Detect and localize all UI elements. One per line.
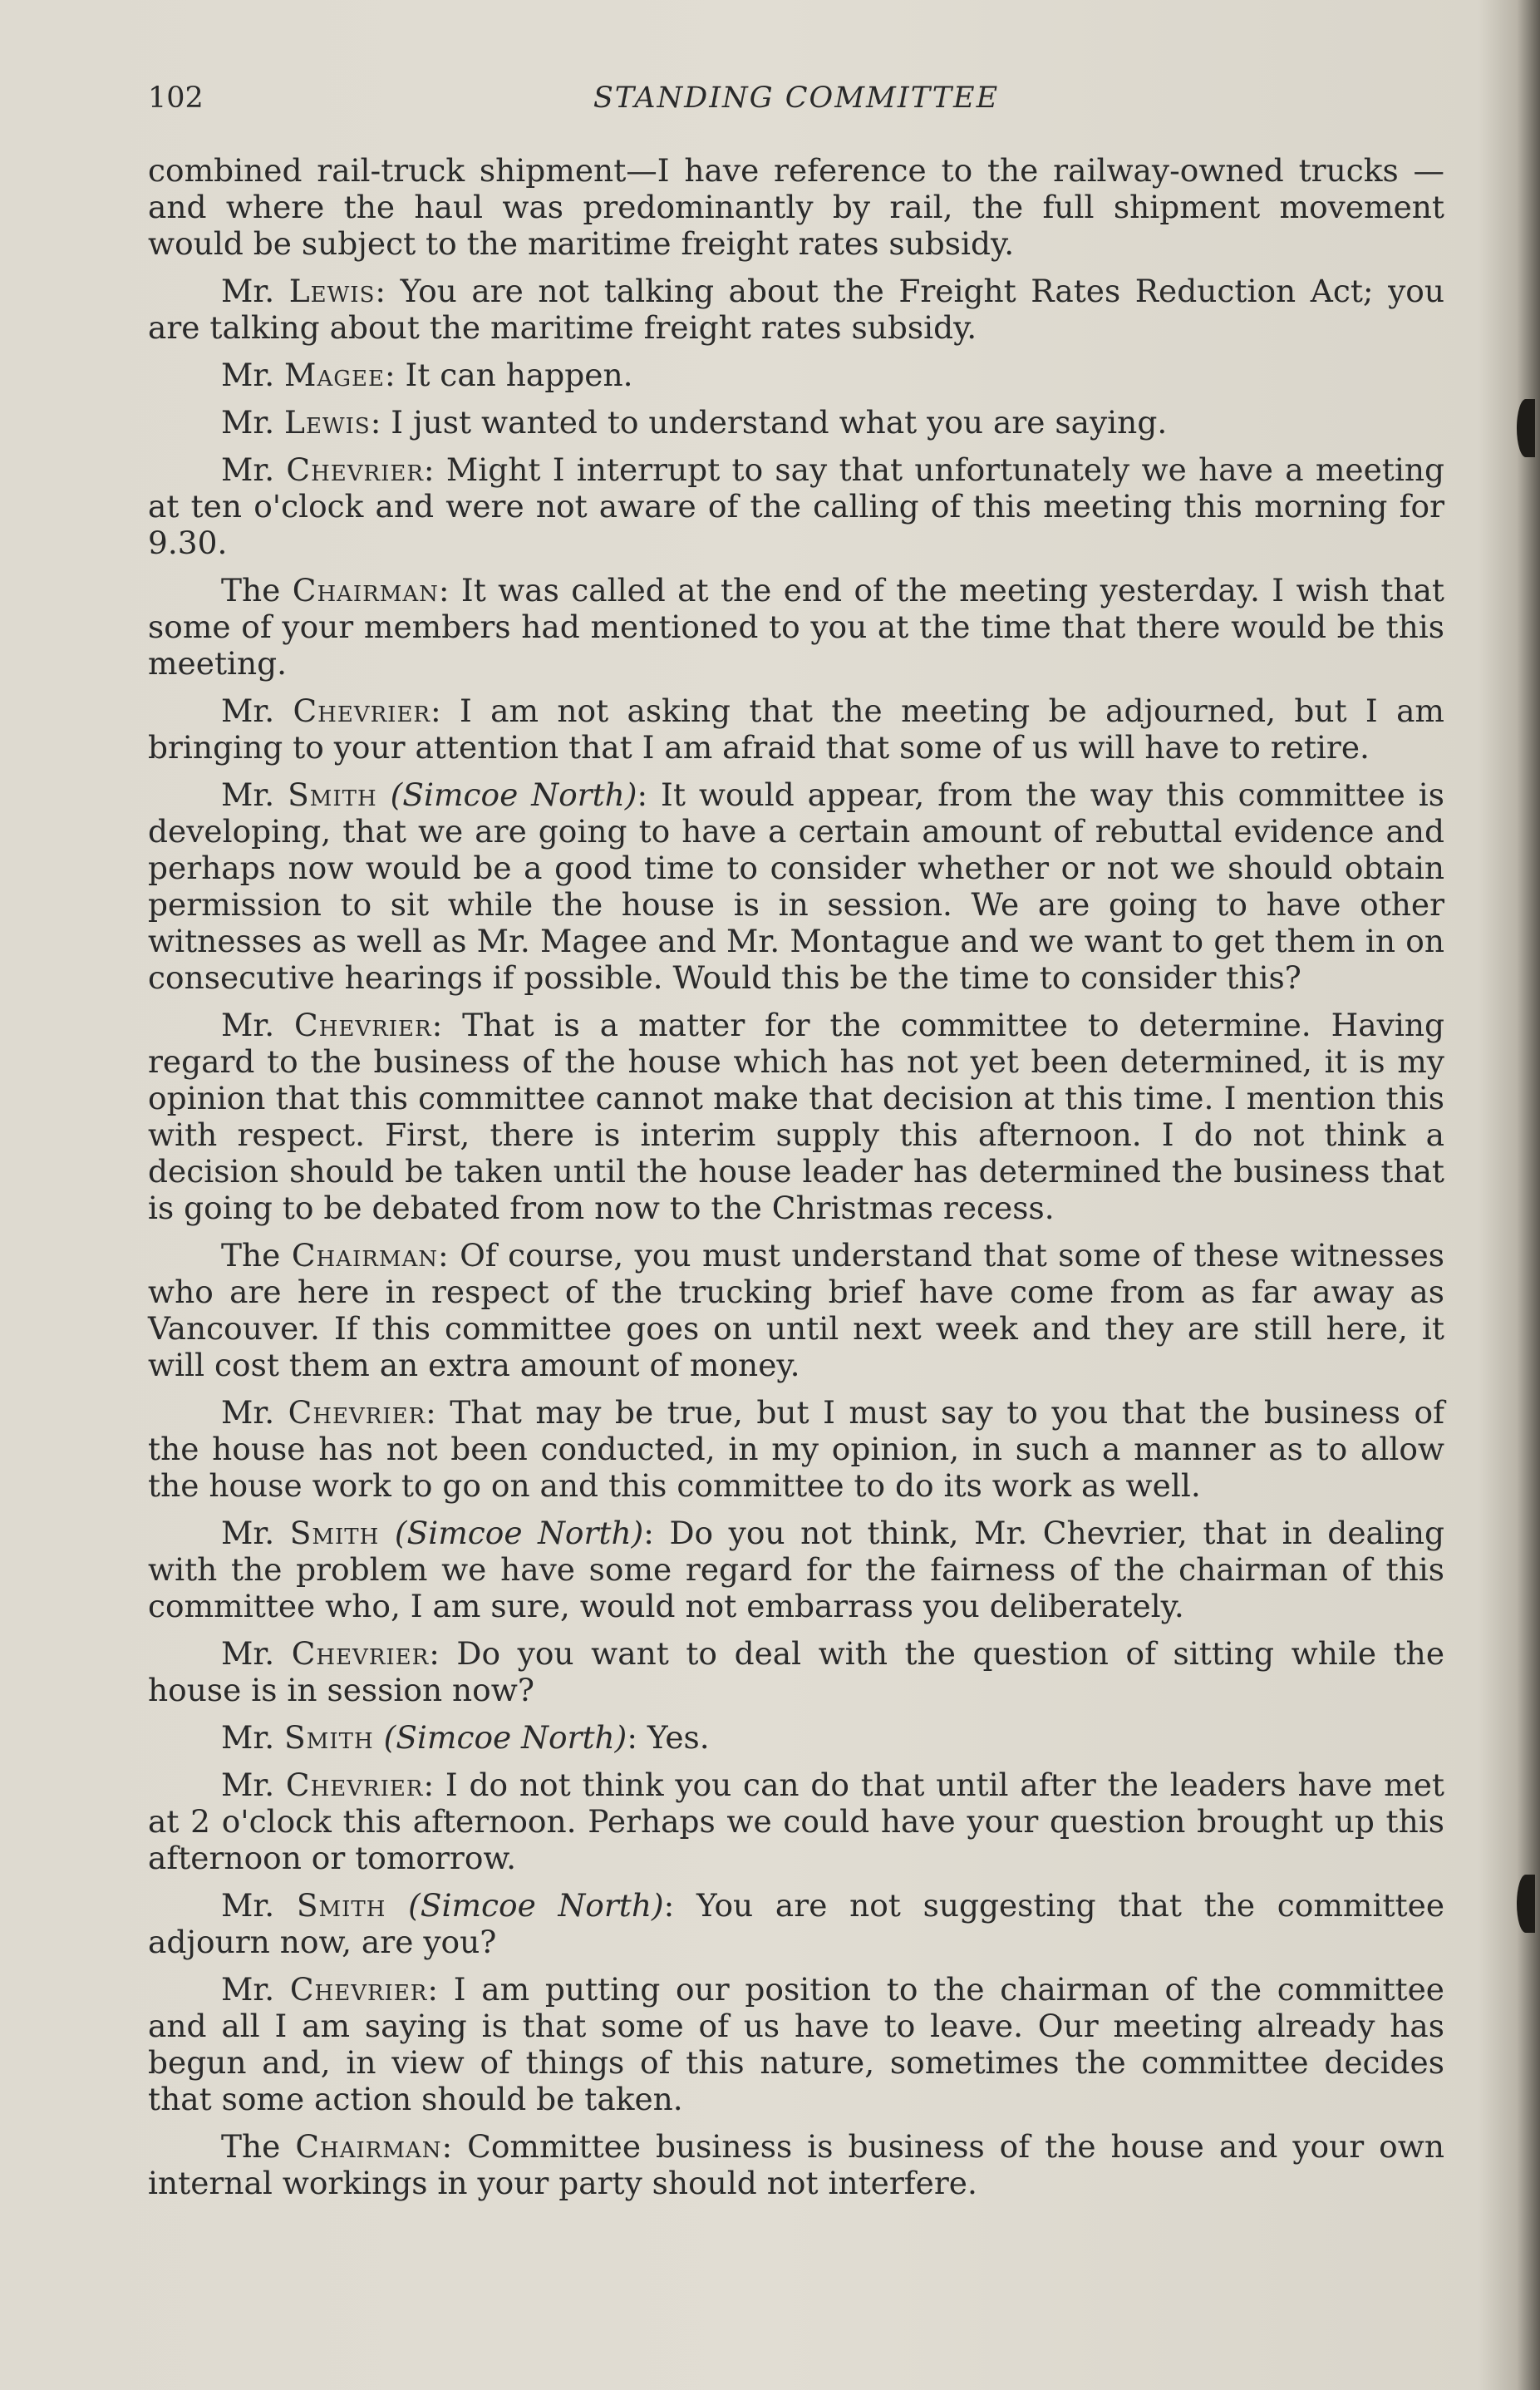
speech-text: : You are not talking about the Freight Rates Reduction Act; you are talking about the maritime freight rates subsidy. bbox=[148, 273, 1444, 346]
speech-text: : That is a matter for the committee to determine. Having regard to the business of the house which has not yet been determined, it is my opinion that this committee cannot make that decision at this time. I mention this with respect. First, there is interim supply this afternoon. I do not think a decision should be taken until the house leader has determined the business that is going to be debated from now to the Christmas recess. bbox=[148, 1007, 1444, 1226]
speaker-title: The bbox=[221, 572, 281, 609]
speaker-title: Mr. bbox=[221, 1767, 275, 1803]
speaker-riding: (Simcoe North) bbox=[390, 776, 637, 813]
speaker-title: Mr. bbox=[221, 692, 275, 729]
speech-text: : Do you not think, Mr. Chevrier, that in dealing with the problem we have some regard for the fairness of the chairman of this committee who, I am sure, would not embarrass you deliberately. bbox=[148, 1515, 1445, 1624]
transcript-paragraph bbox=[148, 357, 1444, 393]
speaker-riding: (Simcoe North) bbox=[383, 1719, 627, 1756]
speaker-title: Mr. bbox=[221, 776, 275, 813]
speech-text: : It can happen. bbox=[384, 357, 633, 393]
binding-shadow bbox=[1517, 1875, 1535, 1933]
transcript-paragraph bbox=[148, 2128, 1444, 2201]
transcript-paragraph bbox=[148, 1635, 1444, 1708]
speaker-title: Mr. bbox=[221, 1971, 275, 2008]
transcript-paragraph bbox=[148, 1237, 1444, 1383]
speech-text: : Yes. bbox=[627, 1719, 710, 1756]
speaker-name: Smith bbox=[296, 1887, 386, 1924]
speaker-title: The bbox=[221, 2128, 281, 2165]
speaker-name: Magee bbox=[284, 357, 385, 393]
transcript-paragraph bbox=[148, 1515, 1444, 1624]
speaker-riding: (Simcoe North) bbox=[394, 1515, 644, 1551]
speaker-name: Chevrier bbox=[289, 1971, 428, 2008]
speech-text: : Do you want to deal with the question of sitting while the house is in session now? bbox=[148, 1635, 1445, 1708]
speech-text: : You are not suggesting that the committee adjourn now, are you? bbox=[148, 1887, 1445, 1960]
transcript-paragraph bbox=[148, 776, 1444, 996]
transcript-paragraph bbox=[148, 152, 1444, 262]
speaker-name: Chairman bbox=[292, 572, 439, 609]
transcript-paragraph bbox=[148, 273, 1444, 346]
speaker-name: Lewis bbox=[288, 273, 376, 309]
speaker-title: Mr. bbox=[221, 1394, 275, 1431]
speech-text: : I am not asking that the meeting be adjourned, but I am bringing to your attention that I am afraid that some of us will have to retire. bbox=[148, 692, 1444, 766]
speaker-name: Smith bbox=[288, 776, 377, 813]
speaker-name: Lewis bbox=[284, 404, 371, 441]
speaker-name: Chevrier bbox=[285, 1767, 424, 1803]
speaker-name: Chevrier bbox=[288, 1394, 426, 1431]
transcript-paragraph bbox=[148, 572, 1444, 682]
speaker-name: Chevrier bbox=[286, 451, 424, 488]
speaker-title: Mr. bbox=[221, 1887, 275, 1924]
speech-text: : I do not think you can do that until after the leaders have met at 2 o'clock this afternoon. Perhaps we could have your question brought up this afternoon or tomorrow. bbox=[148, 1767, 1444, 1876]
speech-text: : It was called at the end of the meeting yesterday. I wish that some of your members had mentioned to you at the time that there would be this meeting. bbox=[148, 572, 1445, 682]
transcript-paragraph bbox=[148, 1971, 1444, 2117]
speech-text: combined rail-truck shipment—I have reference to the railway-owned trucks —and where the haul was predominantly by rail, the full shipment movement would be subject to the maritime freight rates subsidy. bbox=[148, 152, 1444, 262]
transcript-paragraph bbox=[148, 1007, 1444, 1226]
binding-shadow bbox=[1517, 399, 1535, 457]
running-title: STANDING COMMITTEE bbox=[593, 81, 1000, 115]
transcript-paragraph bbox=[148, 451, 1444, 561]
speech-text: : It would appear, from the way this committee is developing, that we are going to have a certain amount of rebuttal evidence and perhaps now would be a good time to consider whether or not we should obtain permission to sit while the house is in session. We are going to have other witnesses as well as Mr. Magee and Mr. Montague and we want to get them in on consecutive hearings if possible. Would this be the time to consider this? bbox=[148, 776, 1445, 996]
speech-text: : I am putting our position to the chairman of the committee and all I am saying is that some of us have to leave. Our meeting already has begun and, in view of things of this nature, sometimes the committee decides that some action should be taken. bbox=[148, 1971, 1444, 2117]
speech-text: : Of course, you must understand that some of these witnesses who are here in respect of the trucking brief have come from as far away as Vancouver. If this committee goes on until next week and they are still here, it will cost them an extra amount of money. bbox=[148, 1237, 1445, 1383]
speaker-name: Chevrier bbox=[294, 1007, 432, 1043]
speaker-title: Mr. bbox=[221, 1635, 275, 1672]
speaker-title: Mr. bbox=[221, 1515, 275, 1551]
page-number: 102 bbox=[148, 81, 204, 115]
transcript-paragraph bbox=[148, 1887, 1444, 1960]
speaker-name: Chevrier bbox=[291, 1635, 430, 1672]
speaker-title: Mr. bbox=[221, 1007, 275, 1043]
transcript-body bbox=[148, 152, 1444, 2212]
speaker-name: Chevrier bbox=[293, 692, 431, 729]
speaker-riding: (Simcoe North) bbox=[408, 1887, 664, 1924]
speaker-name: Smith bbox=[289, 1515, 380, 1551]
speech-text: : Might I interrupt to say that unfortunately we have a meeting at ten o'clock and were not aware of the calling of this meeting this morning for 9.30. bbox=[148, 451, 1444, 561]
speaker-name: Smith bbox=[284, 1719, 374, 1756]
page-header bbox=[148, 80, 1444, 121]
speaker-title: Mr. bbox=[221, 357, 275, 393]
transcript-paragraph bbox=[148, 1767, 1444, 1876]
transcript-paragraph bbox=[148, 692, 1444, 766]
speaker-name: Chairman bbox=[295, 2128, 442, 2165]
speaker-name: Chairman bbox=[291, 1237, 438, 1274]
speaker-title: Mr. bbox=[221, 404, 275, 441]
speech-text: : I just wanted to understand what you are saying. bbox=[370, 404, 1168, 441]
transcript-paragraph bbox=[148, 1394, 1444, 1504]
transcript-paragraph bbox=[148, 1719, 1444, 1756]
speech-text: : Committee business is business of the house and your own internal workings in your party should not interfere. bbox=[148, 2128, 1444, 2201]
speech-text: : That may be true, but I must say to you that the business of the house has not been conducted, in my opinion, in such a manner as to allow the house work to go on and this committee to do its work as well. bbox=[148, 1394, 1444, 1504]
speaker-title: Mr. bbox=[221, 273, 275, 309]
speaker-title: The bbox=[221, 1237, 281, 1274]
speaker-title: Mr. bbox=[221, 1719, 275, 1756]
transcript-paragraph bbox=[148, 404, 1444, 441]
speaker-title: Mr. bbox=[221, 451, 275, 488]
